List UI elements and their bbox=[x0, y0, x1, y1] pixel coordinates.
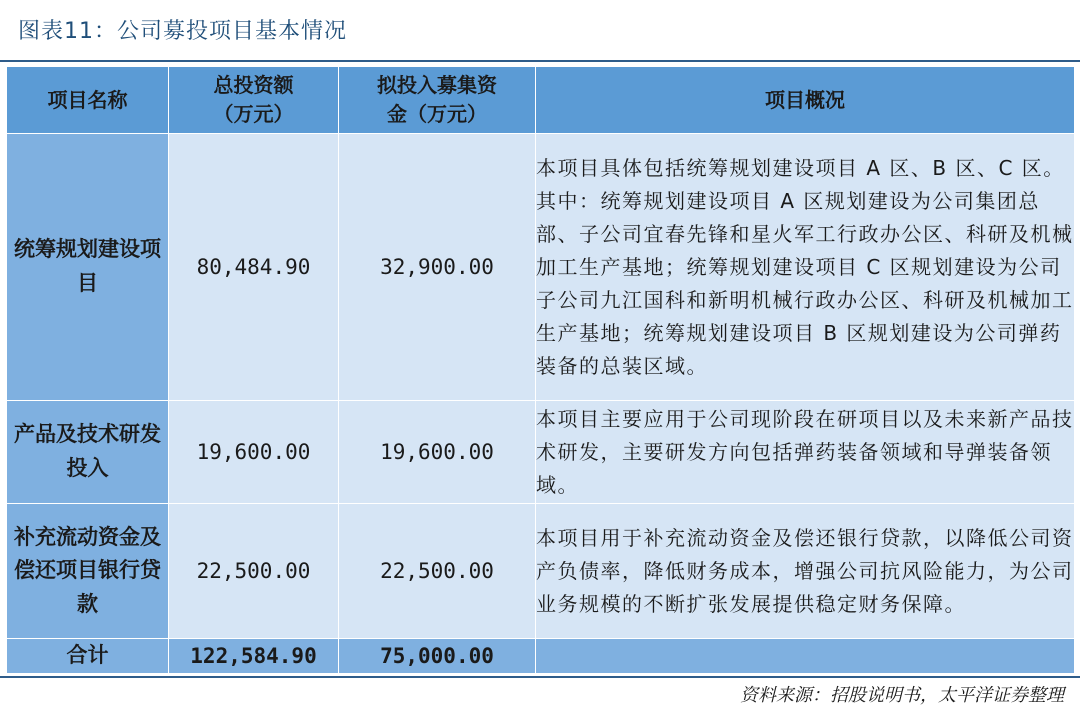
header-total-line1: 总投资额 bbox=[213, 73, 294, 97]
header-row bbox=[7, 67, 1075, 134]
bottom-divider bbox=[0, 676, 1080, 678]
total-investment-cell: 80,484.90 bbox=[169, 134, 339, 401]
figure-title: 图表11：公司募投项目基本情况 bbox=[18, 19, 347, 44]
header-total-line2: （万元） bbox=[213, 102, 294, 126]
header-raised-line1: 拟投入募集资 bbox=[377, 73, 497, 97]
header-overview: 项目概况 bbox=[536, 67, 1075, 134]
total-investment-sum: 122,584.90 bbox=[169, 639, 339, 674]
title-divider bbox=[0, 60, 1080, 62]
header-total-investment bbox=[169, 67, 339, 134]
header-project-name: 项目名称 bbox=[7, 67, 169, 134]
project-name-cell: 统筹规划建设项目 bbox=[7, 134, 169, 401]
projects-table bbox=[6, 66, 1075, 674]
raised-funds-cell: 22,500.00 bbox=[339, 504, 536, 639]
project-name-cell: 补充流动资金及偿还项目银行贷款 bbox=[7, 504, 169, 639]
overview-cell: 本项目用于补充流动资金及偿还银行贷款，以降低公司资产负债率，降低财务成本，增强公司抗风险能力，为公司业务规模的不断扩张发展提供稳定财务保障。 bbox=[536, 504, 1075, 639]
source-note: 资料来源：招股说明书，太平洋证券整理 bbox=[740, 685, 1064, 706]
raised-funds-cell: 19,600.00 bbox=[339, 401, 536, 504]
header-raised-line2: 金（万元） bbox=[387, 102, 487, 126]
table-row bbox=[7, 504, 1075, 639]
raised-funds-sum: 75,000.00 bbox=[339, 639, 536, 674]
table-row bbox=[7, 401, 1075, 504]
total-row bbox=[7, 639, 1075, 674]
total-investment-cell: 22,500.00 bbox=[169, 504, 339, 639]
header-raised-funds bbox=[339, 67, 536, 134]
total-label: 合计 bbox=[7, 639, 169, 674]
raised-funds-cell: 32,900.00 bbox=[339, 134, 536, 401]
total-overview-cell bbox=[536, 639, 1075, 674]
project-name-cell: 产品及技术研发投入 bbox=[7, 401, 169, 504]
table-row bbox=[7, 134, 1075, 401]
overview-cell: 本项目主要应用于公司现阶段在研项目以及未来新产品技术研发，主要研发方向包括弹药装备领域和导弹装备领域。 bbox=[536, 401, 1075, 504]
overview-cell: 本项目具体包括统筹规划建设项目 A 区、B 区、C 区。其中：统筹规划建设项目 A 区规划建设为公司集团总部、子公司宜春先锋和星火军工行政办公区、科研及机械加工生产基地；统筹规划建设项目 C 区规划建设为公司子公司九江国科和新明机械行政办公区、科研及机械加工生产基地；统筹规划建设项目 B 区规划建设为公司弹药装备的总装区域。 bbox=[536, 134, 1075, 401]
total-investment-cell: 19,600.00 bbox=[169, 401, 339, 504]
